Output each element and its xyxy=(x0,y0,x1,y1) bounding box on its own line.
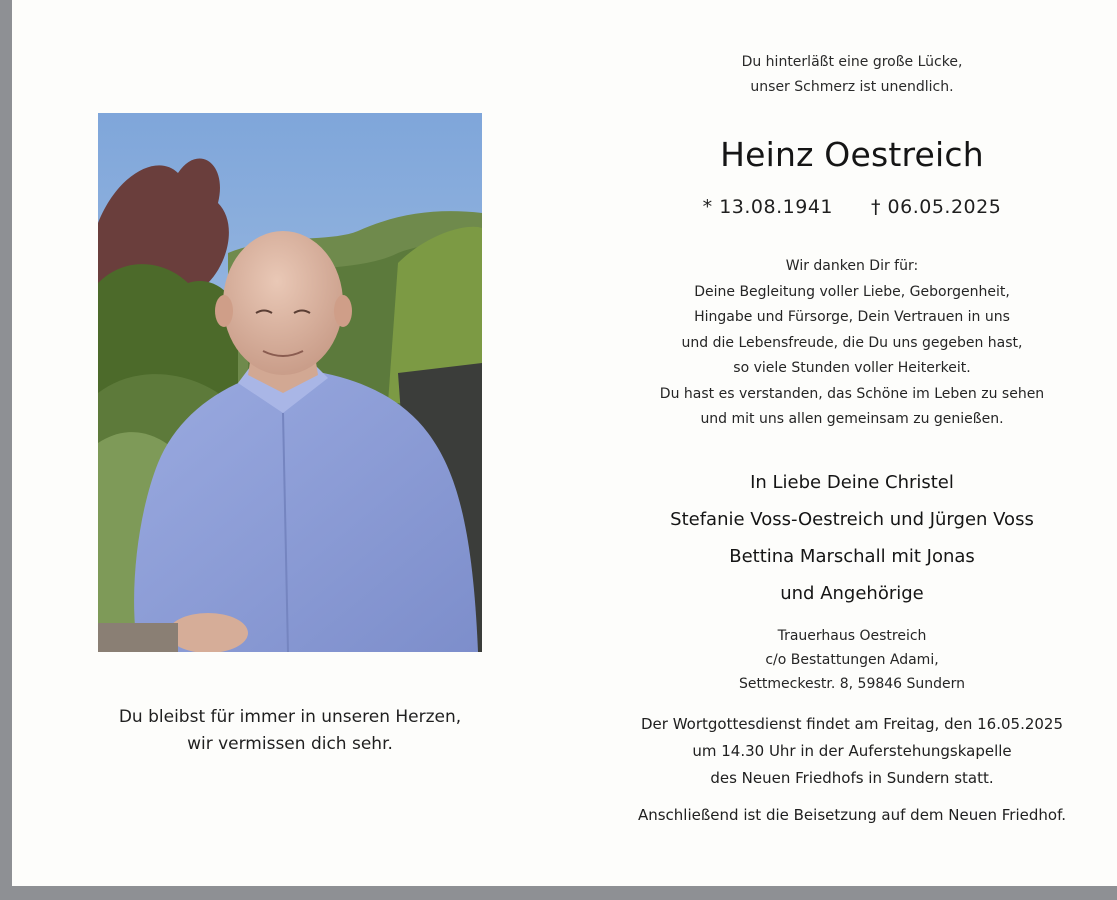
family-line: und Angehörige xyxy=(780,583,924,604)
portrait-illustration xyxy=(98,113,482,652)
obituary-card xyxy=(12,0,1117,886)
family-line: In Liebe Deine Christel xyxy=(750,472,954,493)
thanks-line: Du hast es verstanden, das Schöne im Leben zu sehen xyxy=(659,385,1045,402)
life-dates xyxy=(612,194,1092,220)
thanks-line: so viele Stunden voller Heiterkeit. xyxy=(733,360,971,376)
intro-quote xyxy=(612,50,1092,100)
intro-quote-line: unser Schmerz ist unendlich. xyxy=(750,79,954,95)
address-line: Trauerhaus Oestreich xyxy=(777,628,927,644)
closing-quote-line: wir vermissen dich sehr. xyxy=(187,734,393,754)
birth-date: * 13.08.1941 xyxy=(702,196,833,218)
thanks-line: Wir danken Dir für: xyxy=(785,258,919,274)
family-line: Stefanie Voss-Oestreich und Jürgen Voss xyxy=(670,509,1034,530)
closing-quote-line: Du bleibst für immer in unseren Herzen, xyxy=(118,707,462,727)
burial-info: Anschließend ist die Beisetzung auf dem Neuen Friedhof. xyxy=(637,806,1067,824)
intro-quote-line: Du hinterläßt eine große Lücke, xyxy=(741,54,963,70)
thanks-line: und die Lebensfreude, die Du uns gegeben hast, xyxy=(681,334,1023,351)
service-info xyxy=(612,711,1092,792)
mourning-address xyxy=(612,624,1092,696)
portrait-photo xyxy=(98,113,482,652)
death-date: † 06.05.2025 xyxy=(871,196,1002,218)
family-line: Bettina Marschall mit Jonas xyxy=(729,546,975,567)
service-line: Der Wortgottesdienst findet am Freitag, den 16.05.2025 xyxy=(640,715,1064,733)
address-line: c/o Bestattungen Adami, xyxy=(765,652,939,668)
service-line: des Neuen Friedhofs in Sundern statt. xyxy=(710,769,994,787)
deceased-name: Heinz Oestreich xyxy=(720,135,984,174)
address-line: Settmeckestr. 8, 59846 Sundern xyxy=(738,676,966,692)
thanks-line: und mit uns allen gemeinsam zu genießen. xyxy=(700,411,1004,427)
service-line: um 14.30 Uhr in der Auferstehungskapelle xyxy=(692,742,1012,760)
closing-quote xyxy=(98,704,482,758)
family-signatures xyxy=(612,464,1092,612)
thanks-text xyxy=(612,254,1092,433)
thanks-line: Hingabe und Fürsorge, Dein Vertrauen in uns xyxy=(694,309,1010,325)
thanks-line: Deine Begleitung voller Liebe, Geborgenheit, xyxy=(694,283,1010,300)
